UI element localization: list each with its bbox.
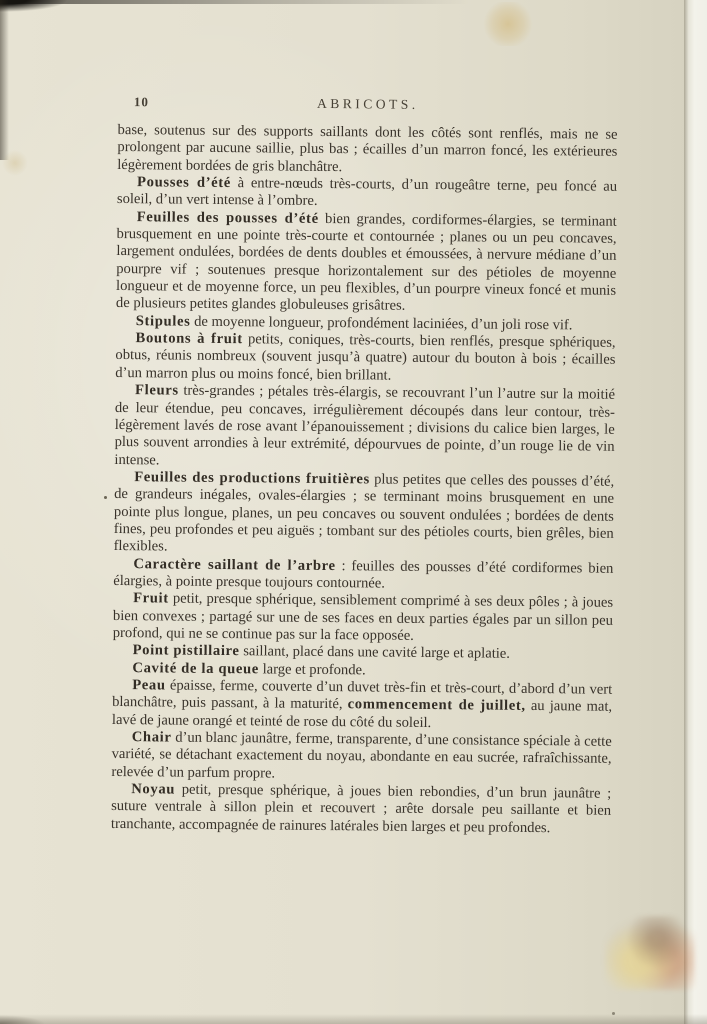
paragraph-lead-term: Fruit [133, 590, 169, 607]
scan-bottom-left-shadow [0, 1010, 60, 1024]
paragraph [117, 174, 617, 213]
paragraph [111, 781, 611, 838]
paragraph-text: plus petites que celles des pousses d’été, de grandeurs inégales, ovales-élargies ; se terminant moins brusquement en une pointe plus longue, planes, un peu concaves ou souvent ondulées ; bordées de dents fines, peu profondes et peu aiguës ; tombant sur des pétioles courts, bien grêles, bien flexibles. [113, 471, 615, 555]
paragraph [113, 590, 613, 647]
paragraph-text: d’un blanc jaunâtre, ferme, transparente, d’une consistance spéciale à cette variété, se détachant exactement du noyau, abondante en eau sucrée, rafraîchissante, relevée d’un parfum propre. [111, 729, 612, 782]
paragraph-text: base, soutenus sur des supports saillants dont les côtés sont renflés, mais ne se prolongent par aucune saillie, plus bas ; écailles d’un marron foncé, les extérieures légèrement bordées de gris blanchâtre. [117, 121, 618, 175]
paragraph [115, 330, 615, 387]
paragraph [114, 469, 615, 561]
paragraph-lead-term: Boutons à fruit [135, 330, 243, 348]
printed-area [111, 88, 618, 838]
paragraph-lead-term: commencement de juillet, [347, 696, 526, 715]
paragraph-lead-term: Noyau [131, 781, 176, 798]
paragraph-text: à entre-nœuds très-courts, d’un rougeâtre terne, peu foncé au soleil, d’un vert intense à l’ombre. [116, 175, 618, 210]
page-right-edge [684, 0, 707, 1024]
paragraph [112, 677, 612, 734]
paragraph-lead-term: Point pistillaire [132, 642, 240, 660]
paragraph [111, 729, 611, 786]
page-body [111, 122, 618, 838]
paragraph-lead-term: Stipules [135, 312, 191, 330]
scan-top-left-dark-corner [0, 0, 90, 18]
page-number: 10 [133, 94, 149, 110]
running-header [118, 88, 618, 127]
paragraph [116, 209, 617, 318]
running-title: ABRICOTS. [316, 95, 419, 112]
paragraph-text: au jaune mat, lavé de jaune orangé et teinté de rose du côté du soleil. [111, 698, 613, 731]
paragraph-text: petit, presque sphérique, sensiblement comprimé à ses deux pôles ; à joues bien convexes ; partagé sur une de ses faces en deux parties égales par un sillon peu profond, qui ne se continue pas sur la face opposée. [112, 590, 614, 644]
paragraph-text: petit, presque sphérique, à joues bien rebondies, d’un brun jaunâtre ; suture ventrale à sillon plein et recouvert ; arête dorsale peu saillante et bien tranchante, accompagnée de rainures latérales bien larges et peu profondes. [110, 781, 612, 836]
scan-left-edge-shadow [0, 0, 9, 160]
paragraph-text: de moyenne longueur, profondément laciniées, d’un joli rose vif. [190, 313, 573, 334]
paper-stain-top [482, 2, 534, 46]
ink-speck [612, 1012, 615, 1015]
paragraph-text: : feuilles des pousses d’été cordiformes bien élargies, à pointe presque toujours contournée. [113, 557, 614, 592]
paragraph-lead-term: Peau [132, 677, 166, 694]
paragraph-lead-term: Caractère saillant de l’arbre [133, 555, 336, 574]
ink-speck [104, 496, 107, 499]
paragraph-lead-term: Feuilles des pousses d’été [136, 208, 319, 227]
paragraph-lead-term: Feuilles des productions fruitières [134, 469, 370, 488]
paragraph [114, 382, 615, 474]
paragraph-text: large et profonde. [258, 661, 366, 679]
paragraph-text: épaisse, ferme, couverte d’un duvet très-fin et très-court, d’abord d’un vert blanchâtre, puis passant, à la maturité, [112, 677, 613, 713]
paragraph [117, 122, 617, 179]
paragraph [113, 556, 613, 595]
paragraph-lead-term: Chair [131, 729, 172, 746]
paragraph-text: très-grandes ; pétales très-élargis, se recouvrant l’un l’autre sur la moitié de leur étendue, peu concaves, irrégulièrement découpés dans leur contour, très-légèrement lavés de rose avant l’épanouissement ; divisions du calice bien larges, le plus souvent arrondies à leur extrémité, dépourvues de pointe, d’un rouge lie de vin intense. [114, 382, 616, 468]
paragraph-lead-term: Cavité de la queue [132, 659, 260, 678]
paper-stain-left [2, 150, 28, 176]
paragraph-text: saillant, placé dans une cavité large et aplatie. [239, 643, 511, 663]
paragraph-lead-term: Fleurs [135, 382, 179, 399]
scan-bottom-edge-shadow [0, 1014, 707, 1024]
paragraph-text: petits, coniques, très-courts, bien renflés, presque sphériques, obtus, réunis nombreux (souvent jusqu’à quatre) autour du bouton à bois ; écailles d’un marron plus ou moins foncé, bien brillant. [115, 331, 616, 384]
bleed-through-illustration [605, 916, 695, 990]
paragraph-text: bien grandes, cordiformes-élargies, se terminant brusquement en une pointe très-courte et contournée ; planes ou un peu concaves, largement ondulées, bordées de dents doubles et émoussées, à nervure médiane d’un pourpre vif ; soutenues presque horizontalement sur des pétioles de moyenne longueur et de moyenne force, un peu flexibles, d’un pourpre vineux foncé et munis de plusieurs petites glandes globuleuses grisâtres. [115, 210, 617, 315]
paragraph-lead-term: Pousses d’été [137, 174, 232, 192]
